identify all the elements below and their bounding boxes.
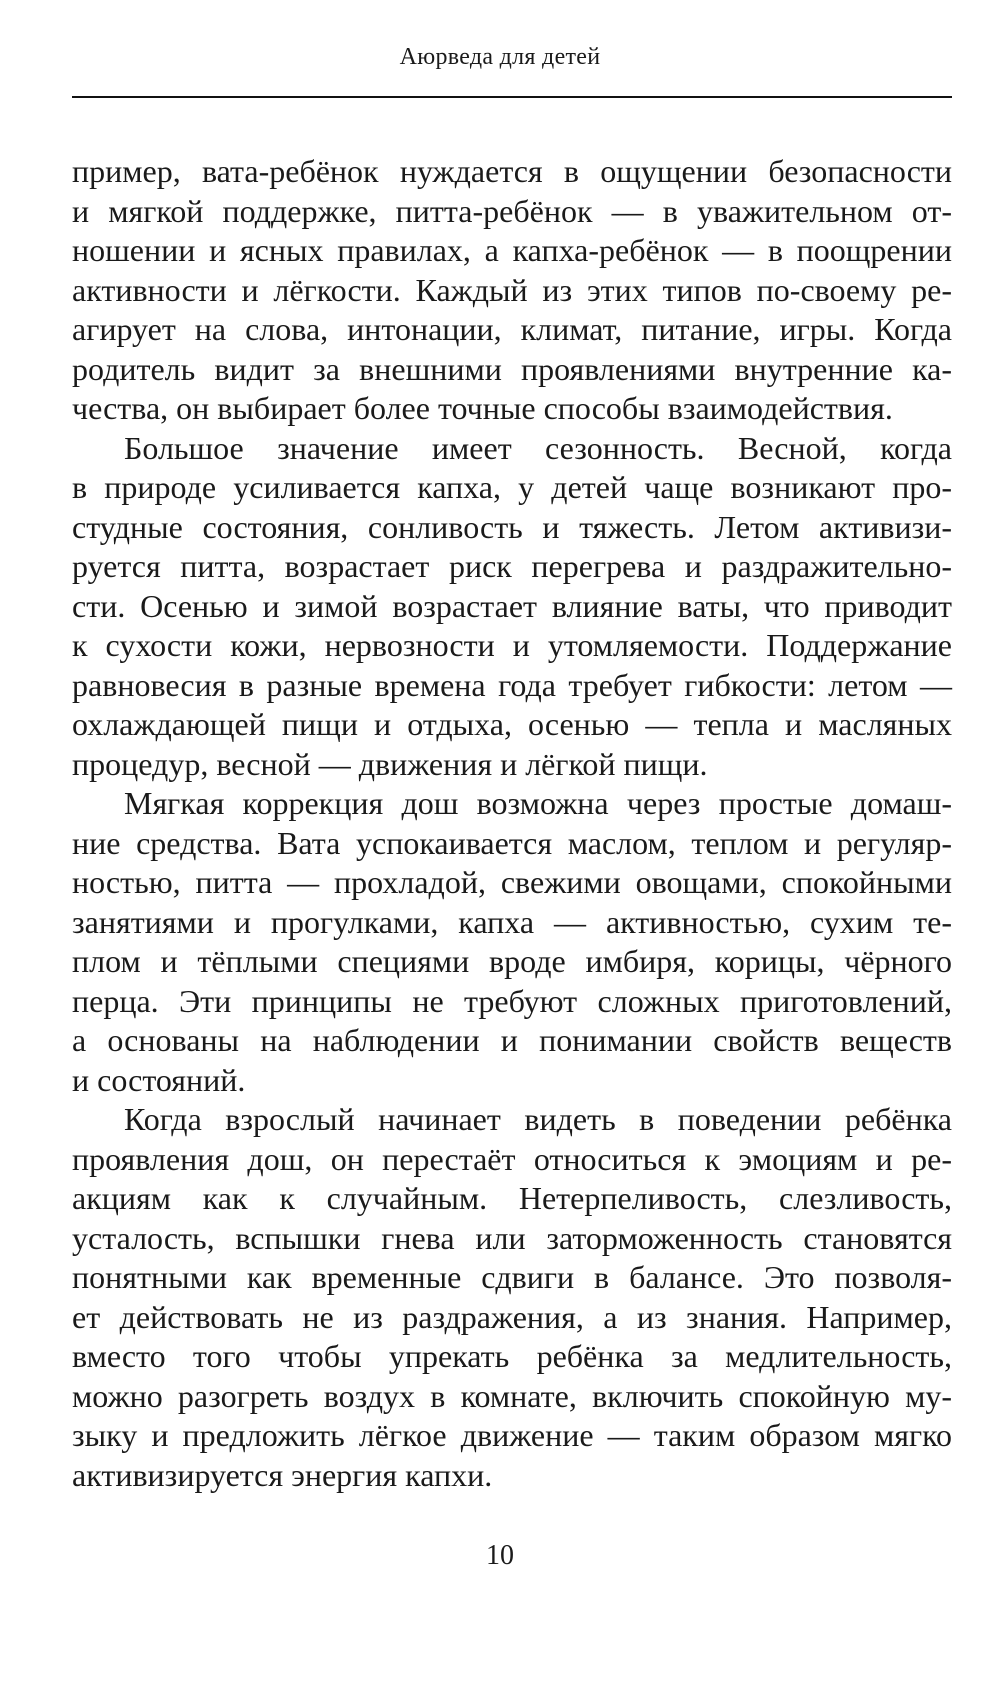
text-line: занятиями и прогулками, капха — активностью, сухим те- — [72, 903, 952, 940]
paragraph — [72, 784, 952, 1100]
text-line: Мягкая коррекция дош возможна через простые домаш- — [124, 785, 952, 821]
text-line: чества, он выбирает более точные способы взаимодействия. — [72, 390, 893, 426]
text-line: и мягкой поддержке, питта-ребёнок — в уважительном от- — [72, 192, 952, 229]
text-line: можно разогреть воздух в комнате, включить спокойную му- — [72, 1377, 952, 1414]
text-line: Когда взрослый начинает видеть в поведении ребёнка — [124, 1101, 952, 1137]
text-line: усталость, вспышки гнева или заторможенность становятся — [72, 1219, 952, 1256]
text-line: Большое значение имеет сезонность. Весной, когда — [124, 429, 952, 466]
running-head: Аюрведа для детей — [399, 44, 601, 70]
text-line: ностью, питта — прохладой, свежими овощами, спокойными — [72, 864, 952, 900]
text-line: к сухости кожи, нервозности и утомляемости. Поддержание — [72, 627, 952, 663]
text-line: плом и тёплыми специями вроде имбиря, корицы, чёрного — [72, 943, 952, 979]
text-line: студные состояния, сонливость и тяжесть. Летом активизи- — [72, 508, 952, 545]
text-line: вместо того чтобы упрекать ребёнка за медлительность, — [72, 1338, 952, 1374]
paragraph — [72, 429, 952, 785]
text-line: агирует на слова, интонации, климат, питание, игры. Когда — [72, 311, 952, 347]
text-line: руется питта, возрастает риск перегрева и раздражительно- — [72, 548, 952, 584]
text-line: ние средства. Вата успокаивается маслом, теплом и регуляр- — [72, 824, 952, 861]
text-line: активизируется энергия капхи. — [72, 1456, 493, 1493]
text-line: активности и лёгкости. Каждый из этих типов по-своему ре- — [72, 271, 952, 308]
text-line: и состояний. — [72, 1061, 246, 1098]
text-line: перца. Эти принципы не требуют сложных приготовлений, — [72, 982, 952, 1019]
text-line: процедур, весной — движения и лёгкой пищи. — [72, 745, 708, 782]
text-line: в природе усиливается капха, у детей чаще возникают про- — [72, 469, 952, 505]
text-line: ет действовать не из раздражения, а из знания. Например, — [72, 1298, 952, 1335]
text-line: сти. Осенью и зимой возрастает влияние ваты, что приводит — [72, 587, 952, 624]
body-text — [72, 152, 952, 1495]
text-line: а основаны на наблюдении и понимании свойств веществ — [72, 1022, 952, 1058]
text-line: акциям как к случайным. Нетерпеливость, слезливость, — [72, 1180, 952, 1216]
text-line: проявления дош, он перестаёт относиться к эмоциям и ре- — [72, 1140, 952, 1177]
paragraph — [72, 152, 952, 429]
page-number: 10 — [486, 1540, 514, 1571]
text-line: ношении и ясных правилах, а капха-ребёнок — в поощрении — [72, 232, 952, 268]
text-line: зыку и предложить лёгкое движение — таким образом мягко — [72, 1417, 952, 1453]
text-line: равновесия в разные времена года требует гибкости: летом — — [72, 666, 952, 703]
paragraph — [72, 1100, 952, 1495]
header-rule — [72, 96, 952, 98]
text-line: охлаждающей пищи и отдыха, осенью — тепла и масляных — [72, 706, 952, 742]
text-line: пример, вата-ребёнок нуждается в ощущении безопасности — [72, 153, 952, 189]
text-line: понятными как временные сдвиги в балансе. Это позволя- — [72, 1259, 952, 1295]
text-line: родитель видит за внешними проявлениями внутренние ка- — [72, 350, 952, 387]
